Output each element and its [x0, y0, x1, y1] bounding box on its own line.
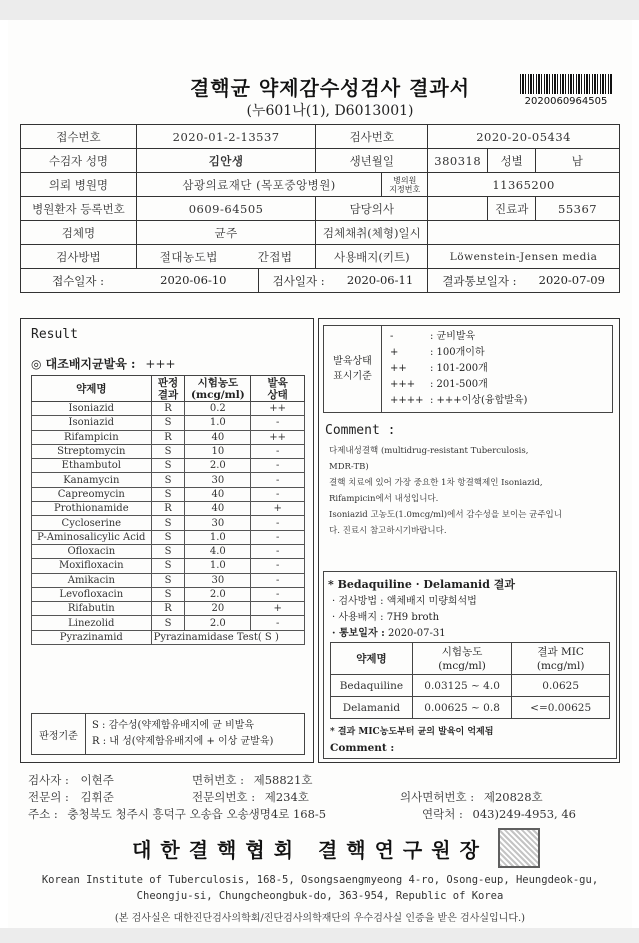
drug-growth: - — [251, 573, 305, 587]
criteria-text — [92, 718, 273, 750]
comment-line: Isoniazid 고농도(1.0mcg/ml)에서 감수성을 보이는 균주입니 — [329, 510, 562, 520]
drug-conc: 40 — [185, 502, 251, 516]
top-margin — [0, 0, 639, 20]
drug-growth: ++ — [251, 402, 305, 416]
license-label: 면허번호 : — [192, 773, 244, 787]
drug-result: S — [151, 487, 185, 501]
examiner-name: 이현주 — [80, 773, 114, 787]
drug-result: S — [151, 530, 185, 544]
tested-cell — [258, 269, 428, 293]
pza-value: Pyrazinamidase Test( S ) — [151, 630, 304, 644]
received-cell — [21, 269, 259, 293]
comment-body — [329, 443, 615, 539]
mic-conc: 0.00625 ~ 0.8 — [412, 697, 512, 719]
legend-desc: : +++이상(융합발육) — [430, 395, 528, 406]
drug-result: S — [151, 444, 185, 458]
comment-title: Comment : — [325, 423, 396, 438]
barcode — [520, 74, 612, 94]
drug-name: Rifabutin — [32, 602, 152, 616]
legend-symbol: - — [390, 331, 394, 342]
drug-result-table — [31, 375, 305, 645]
mic-value: <=0.00625 — [512, 697, 610, 719]
drug-name: Capreomycin — [32, 487, 152, 501]
tested-label: 검사일자 : — [272, 273, 325, 288]
beda-comment-label: Comment : — [330, 742, 395, 754]
received-label: 접수일자 : — [52, 273, 105, 288]
specialist-line — [28, 789, 114, 805]
mic-value: 0.0625 — [512, 675, 610, 697]
license-no: 제58821호 — [253, 773, 313, 787]
reported-cell — [428, 269, 620, 293]
legend-symbol: ++++ — [390, 395, 424, 406]
drug-name: Cycloserine — [32, 516, 152, 530]
drug-conc: 4.0 — [185, 544, 251, 558]
legend-symbol: +++ — [390, 379, 416, 390]
drug-result: S — [151, 573, 185, 587]
mic-note: * 결과 MIC농도부터 균의 발육이 억제됨 — [330, 727, 494, 737]
examiner-label: 검사자 : — [28, 773, 69, 787]
drug-name: Isoniazid — [32, 416, 152, 430]
table-row — [32, 587, 305, 601]
patient-info-table — [20, 124, 620, 293]
legend-row — [390, 330, 475, 344]
control-growth-label: ◎ 대조배지균발육 : — [31, 357, 136, 371]
method-1: 절대농도법 — [159, 249, 218, 264]
legend-symbol: ++ — [390, 363, 407, 374]
drug-growth: + — [251, 502, 305, 516]
drug-name: Levofloxacin — [32, 587, 152, 601]
drug-growth: - — [251, 544, 305, 558]
drug-result: S — [151, 587, 185, 601]
method-value — [136, 245, 315, 269]
sex-value: 남 — [536, 149, 620, 173]
method-label: 검사방법 — [21, 245, 137, 269]
specialist-no-label: 전문의번호 : — [192, 790, 256, 804]
table-row — [32, 487, 305, 501]
table-row — [32, 544, 305, 558]
collected-label: 검체채취(체형)일시 — [316, 221, 428, 245]
comment-section — [318, 318, 620, 763]
drug-result: S — [151, 459, 185, 473]
table-row — [32, 573, 305, 587]
comment-line: 결핵 치료에 있어 가장 중요한 1차 항결핵제인 Isoniazid, — [329, 478, 543, 488]
receipt-no-label: 접수번호 — [21, 125, 137, 149]
legend-row — [390, 378, 488, 392]
drug-growth: + — [251, 602, 305, 616]
media-label: 사용배지(키트) — [316, 245, 428, 269]
drug-conc: 1.0 — [185, 416, 251, 430]
specialist-name: 김휘준 — [80, 790, 114, 804]
patient-name: 김안생 — [136, 149, 315, 173]
beda-media: · 사용배지 : 7H9 broth — [332, 612, 440, 623]
bottom-margin — [0, 928, 639, 943]
english-address-2: Cheongju-si, Chungcheongbuk-do, 363-954, Republic of Korea — [136, 890, 504, 902]
patient-name-label: 수검자 성명 — [21, 149, 137, 173]
receipt-no: 2020-01-2-13537 — [136, 125, 315, 149]
examiner-line — [28, 772, 114, 788]
contact-label: 연락처 : — [422, 807, 463, 821]
table-row — [32, 430, 305, 444]
legend-desc: : 201-500개 — [430, 379, 488, 390]
hospital-code-label: 병의원 지정번호 — [382, 173, 428, 197]
table-row — [32, 416, 305, 430]
drug-name: Moxifloxacin — [32, 559, 152, 573]
contact-value: 043)249-4953, 46 — [472, 807, 576, 821]
hospital-label: 의뢰 병원명 — [21, 173, 137, 197]
table-row — [32, 502, 305, 516]
birth-date: 380318 — [428, 149, 488, 173]
criteria-box — [31, 713, 305, 755]
drug-result: S — [151, 616, 185, 630]
mic-conc: 0.03125 ~ 4.0 — [412, 675, 512, 697]
table-row — [32, 459, 305, 473]
collected-value — [428, 221, 620, 245]
table-row — [32, 530, 305, 544]
received-date: 2020-06-10 — [160, 272, 227, 287]
control-growth-value: +++ — [145, 357, 176, 371]
legend-row — [390, 394, 527, 408]
drug-name: Isoniazid — [32, 402, 152, 416]
beda-method: · 검사방법 : 액체배지 미량희석법 — [332, 596, 477, 607]
table-row — [32, 602, 305, 616]
mic-drug-name: Delamanid — [331, 697, 413, 719]
reported-date: 2020-07-09 — [538, 272, 605, 287]
drug-result: S — [151, 559, 185, 573]
specialist-no: 제234호 — [264, 790, 309, 804]
legend-symbol: + — [390, 347, 399, 358]
col-growth: 발육 상태 — [251, 376, 305, 402]
legend-desc: : 100개이하 — [430, 347, 485, 358]
drug-result: R — [151, 402, 185, 416]
comment-line: 다. 진료시 참고하시기바랍니다. — [329, 526, 447, 536]
english-address-1: Korean Institute of Tuberculosis, 168-5, Osongsaengmyeong 4-ro, Osong-eup, Heungdeok-gu, — [41, 874, 599, 886]
drug-name: Rifampicin — [32, 430, 152, 444]
table-row — [32, 516, 305, 530]
drug-conc: 2.0 — [185, 587, 251, 601]
doctor-label: 담당의사 — [316, 197, 428, 221]
drug-conc: 20 — [185, 602, 251, 616]
institute-name: 대한결핵협회 결핵연구원장 — [132, 838, 488, 862]
drug-name: Amikacin — [32, 573, 152, 587]
legend-row — [390, 346, 485, 360]
address-value: 충청북도 청주시 흥덕구 오송읍 오송생명4로 168-5 — [67, 807, 327, 821]
drug-conc: 1.0 — [185, 559, 251, 573]
drug-conc: 30 — [185, 473, 251, 487]
drug-conc: 10 — [185, 444, 251, 458]
specialist-no-line — [192, 789, 309, 805]
address-label: 주소 : — [28, 807, 58, 821]
drug-conc: 40 — [185, 430, 251, 444]
comment-line: Rifampicin에서 내성입니다. — [329, 494, 439, 504]
drug-conc: 30 — [185, 516, 251, 530]
result-section — [20, 318, 314, 763]
dept-value: 55367 — [536, 197, 620, 221]
table-row — [331, 675, 610, 697]
license-line — [192, 772, 312, 788]
drug-conc: 30 — [185, 573, 251, 587]
control-growth — [31, 355, 176, 372]
doctor-license-label: 의사면허번호 : — [400, 790, 475, 804]
address-line — [28, 806, 326, 822]
drug-growth: - — [251, 559, 305, 573]
legend-label: 발육상태 표시기준 — [324, 326, 382, 412]
table-row — [331, 697, 610, 719]
criteria-s: S : 감수성(약제함유배지에 균 비발육 — [92, 720, 255, 731]
report-title: 결핵균 약제감수성검사 결과서 — [189, 76, 471, 100]
col-drug-name: 약제명 — [32, 376, 152, 402]
table-row — [32, 559, 305, 573]
table-row — [32, 444, 305, 458]
comment-line: 다제내성결핵 (multidrug-resistant Tuberculosis, — [329, 446, 529, 456]
drug-growth: - — [251, 616, 305, 630]
beda-report-label: · 통보일자 : — [332, 628, 385, 639]
barcode-number: 2020060964505 — [524, 96, 608, 107]
specimen-label: 검체명 — [21, 221, 137, 245]
specialist-label: 전문의 : — [28, 790, 69, 804]
drug-growth: - — [251, 530, 305, 544]
criteria-label: 판정기준 — [32, 714, 86, 754]
drug-growth: - — [251, 416, 305, 430]
drug-growth: ++ — [251, 430, 305, 444]
bedaquiline-title: * Bedaquiline · Delamanid 결과 — [328, 578, 515, 591]
doctor-license-no: 제20828호 — [483, 790, 543, 804]
table-row — [32, 616, 305, 630]
col-result: 판정 결과 — [151, 376, 185, 402]
drug-result: S — [151, 544, 185, 558]
drug-conc: 1.0 — [185, 530, 251, 544]
reported-label: 결과통보일자 : — [442, 273, 517, 288]
drug-growth: - — [251, 516, 305, 530]
sex-label: 성별 — [488, 149, 536, 173]
drug-result: R — [151, 602, 185, 616]
drug-name: P-Aminosalicylic Acid — [32, 530, 152, 544]
beda-report — [332, 624, 446, 639]
tested-date: 2020-06-11 — [346, 272, 414, 287]
reg-no: 0609-64505 — [136, 197, 315, 221]
drug-name: Kanamycin — [32, 473, 152, 487]
drug-growth: - — [251, 473, 305, 487]
drug-conc: 2.0 — [185, 616, 251, 630]
pza-name: Pyrazinamid — [32, 630, 152, 644]
drug-name: Ofloxacin — [32, 544, 152, 558]
drug-name: Linezolid — [32, 616, 152, 630]
table-row — [32, 402, 305, 416]
doctor-value — [428, 197, 488, 221]
mic-col-drug: 약제명 — [331, 643, 413, 675]
test-no-label: 검사번호 — [316, 125, 428, 149]
birth-label: 생년월일 — [316, 149, 428, 173]
result-title: Result — [31, 327, 78, 342]
hospital-name: 삼광의료재단 (목포중앙병원) — [136, 173, 381, 197]
drug-conc: 2.0 — [185, 459, 251, 473]
certification-note: (본 검사실은 대한진단검사의학회/진단검사의학재단의 우수검사실 인증을 받은 검사실입니다.) — [114, 913, 526, 924]
bedaquiline-section — [323, 571, 617, 759]
col-concentration: 시험농도 (mcg/ml) — [185, 376, 251, 402]
drug-result: S — [151, 473, 185, 487]
report-subtitle: (누601나(1), D6013001) — [246, 103, 414, 119]
drug-result: R — [151, 430, 185, 444]
drug-name: Prothionamide — [32, 502, 152, 516]
legend-desc: : 균비발육 — [430, 331, 476, 342]
method-2: 간접법 — [257, 249, 293, 264]
drug-growth: - — [251, 487, 305, 501]
drug-growth: - — [251, 444, 305, 458]
media-value: Löwenstein-Jensen media — [428, 245, 620, 269]
drug-conc: 0.2 — [185, 402, 251, 416]
reg-no-label: 병원환자 등록번호 — [21, 197, 137, 221]
drug-result: S — [151, 416, 185, 430]
mic-col-result: 결과 MIC (mcg/ml) — [512, 643, 610, 675]
doctor-license-line — [400, 789, 543, 805]
test-no: 2020-20-05434 — [428, 125, 620, 149]
beda-report-date: 2020-07-31 — [387, 628, 446, 639]
drug-growth: - — [251, 587, 305, 601]
legend-row — [390, 362, 488, 376]
drug-conc: 40 — [185, 487, 251, 501]
mic-col-conc: 시험농도 (mcg/ml) — [412, 643, 512, 675]
dept-label: 진료과 — [488, 197, 536, 221]
drug-name: Streptomycin — [32, 444, 152, 458]
comment-line: MDR-TB) — [329, 462, 369, 472]
growth-legend — [323, 325, 613, 413]
official-seal — [498, 828, 540, 868]
mic-drug-name: Bedaquiline — [331, 675, 413, 697]
criteria-r: R : 내 성(약제함유배지에 + 이상 균발육) — [92, 736, 274, 747]
drug-result: S — [151, 516, 185, 530]
hospital-code: 11365200 — [428, 173, 620, 197]
drug-growth: - — [251, 459, 305, 473]
legend-desc: : 101-200개 — [430, 363, 488, 374]
contact-line — [422, 806, 576, 822]
specimen-value: 균주 — [136, 221, 315, 245]
drug-name: Ethambutol — [32, 459, 152, 473]
drug-result: R — [151, 502, 185, 516]
table-row — [32, 473, 305, 487]
mic-table — [330, 642, 610, 719]
